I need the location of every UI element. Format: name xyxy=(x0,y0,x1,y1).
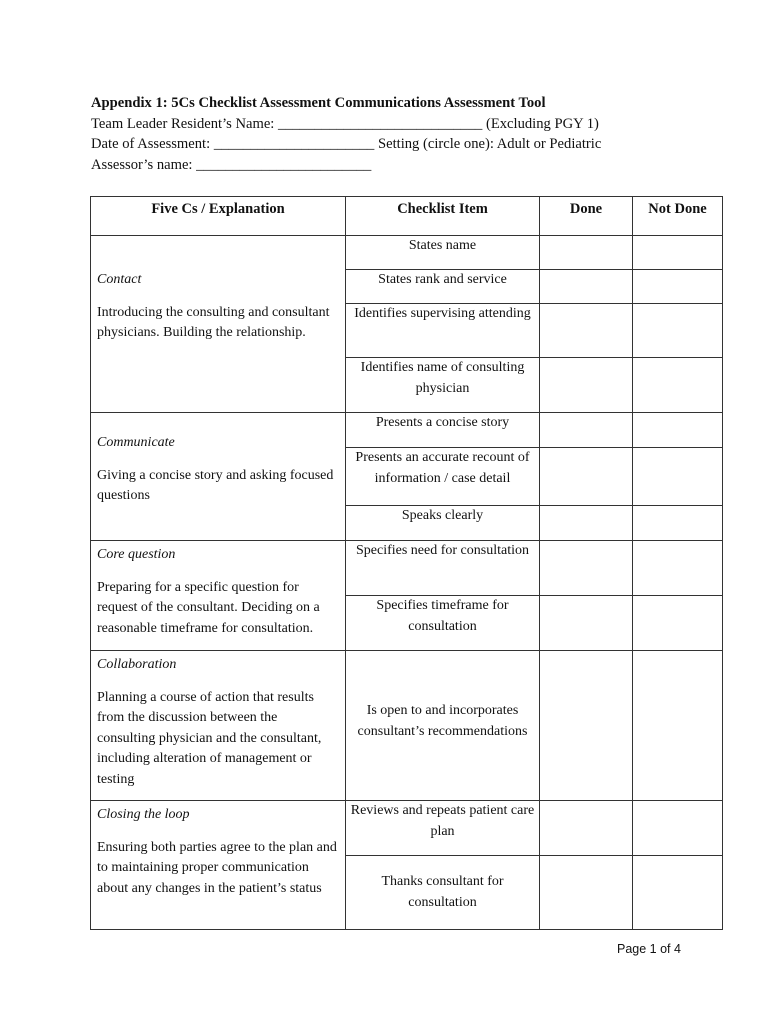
checklist-table xyxy=(90,196,723,930)
section-collaboration xyxy=(91,651,346,801)
section-communicate xyxy=(91,413,346,541)
col-header-checklist-item: Checklist Item xyxy=(346,197,540,236)
col-header-done: Done xyxy=(540,197,633,236)
done-cell[interactable] xyxy=(540,801,633,856)
checklist-item: Identifies name of consulting physician xyxy=(346,358,540,413)
not-done-cell[interactable] xyxy=(633,801,723,856)
document-title: Appendix 1: 5Cs Checklist Assessment Communications Assessment Tool xyxy=(91,95,546,111)
checklist-item: Thanks consultant for consultation xyxy=(346,856,540,930)
done-cell[interactable] xyxy=(540,413,633,448)
not-done-cell[interactable] xyxy=(633,304,723,358)
done-cell[interactable] xyxy=(540,358,633,413)
table-header-row xyxy=(91,197,723,236)
section-name: Collaboration xyxy=(97,657,177,672)
checklist-item: Speaks clearly xyxy=(346,506,540,541)
not-done-cell[interactable] xyxy=(633,236,723,270)
section-closing-the-loop xyxy=(91,801,346,930)
col-header-five-cs: Five Cs / Explanation xyxy=(91,197,346,236)
checklist-item: Presents a concise story xyxy=(346,413,540,448)
table-row xyxy=(91,651,723,801)
not-done-cell[interactable] xyxy=(633,506,723,541)
checklist-item: States name xyxy=(346,236,540,270)
section-name: Communicate xyxy=(97,435,175,450)
table-row xyxy=(91,236,723,270)
not-done-cell[interactable] xyxy=(633,856,723,930)
document-header xyxy=(91,93,601,175)
section-name: Contact xyxy=(97,272,142,287)
not-done-cell[interactable] xyxy=(633,596,723,651)
done-cell[interactable] xyxy=(540,270,633,304)
checklist-item: Specifies need for consultation xyxy=(346,541,540,596)
section-name: Closing the loop xyxy=(97,807,190,822)
not-done-cell[interactable] xyxy=(633,448,723,506)
section-name: Core question xyxy=(97,547,176,562)
done-cell[interactable] xyxy=(540,651,633,801)
done-cell[interactable] xyxy=(540,856,633,930)
table-row xyxy=(91,413,723,448)
not-done-cell[interactable] xyxy=(633,358,723,413)
not-done-cell[interactable] xyxy=(633,651,723,801)
resident-name-line: Team Leader Resident’s Name: ____________________________ (Excluding PGY 1) xyxy=(91,115,599,132)
section-description: Giving a concise story and asking focused questions xyxy=(97,467,334,504)
section-description: Introducing the consulting and consultant physicians. Building the relationship. xyxy=(97,304,330,341)
checklist-item: Identifies supervising attending xyxy=(346,304,540,358)
checklist-item: Reviews and repeats patient care plan xyxy=(346,801,540,856)
done-cell[interactable] xyxy=(540,448,633,506)
assessment-date-line: Date of Assessment: ______________________ Setting (circle one): Adult or Pediatric xyxy=(91,136,602,153)
page-number: Page 1 of 4 xyxy=(617,942,681,956)
section-description: Planning a course of action that results from the discussion between the consulting physician and the consultant, including alteration of management or testing xyxy=(97,689,322,787)
not-done-cell[interactable] xyxy=(633,270,723,304)
table-row xyxy=(91,801,723,856)
not-done-cell[interactable] xyxy=(633,413,723,448)
done-cell[interactable] xyxy=(540,541,633,596)
checklist-item: States rank and service xyxy=(346,270,540,304)
checklist-item: Specifies timeframe for consultation xyxy=(346,596,540,651)
checklist-item: Presents an accurate recount of information / case detail xyxy=(346,448,540,506)
section-description: Ensuring both parties agree to the plan and to maintaining proper communication about any changes in the patient’s status xyxy=(97,839,337,896)
col-header-not-done: Not Done xyxy=(633,197,723,236)
done-cell[interactable] xyxy=(540,506,633,541)
assessor-name-line: Assessor’s name: ________________________ xyxy=(91,156,372,173)
checklist-item: Is open to and incorporates consultant’s recommendations xyxy=(346,651,540,801)
done-cell[interactable] xyxy=(540,304,633,358)
not-done-cell[interactable] xyxy=(633,541,723,596)
done-cell[interactable] xyxy=(540,236,633,270)
table-row xyxy=(91,541,723,596)
done-cell[interactable] xyxy=(540,596,633,651)
section-contact xyxy=(91,236,346,413)
section-description: Preparing for a specific question for request of the consultant. Deciding on a reasonable timeframe for consultation. xyxy=(97,579,320,636)
section-core-question xyxy=(91,541,346,651)
